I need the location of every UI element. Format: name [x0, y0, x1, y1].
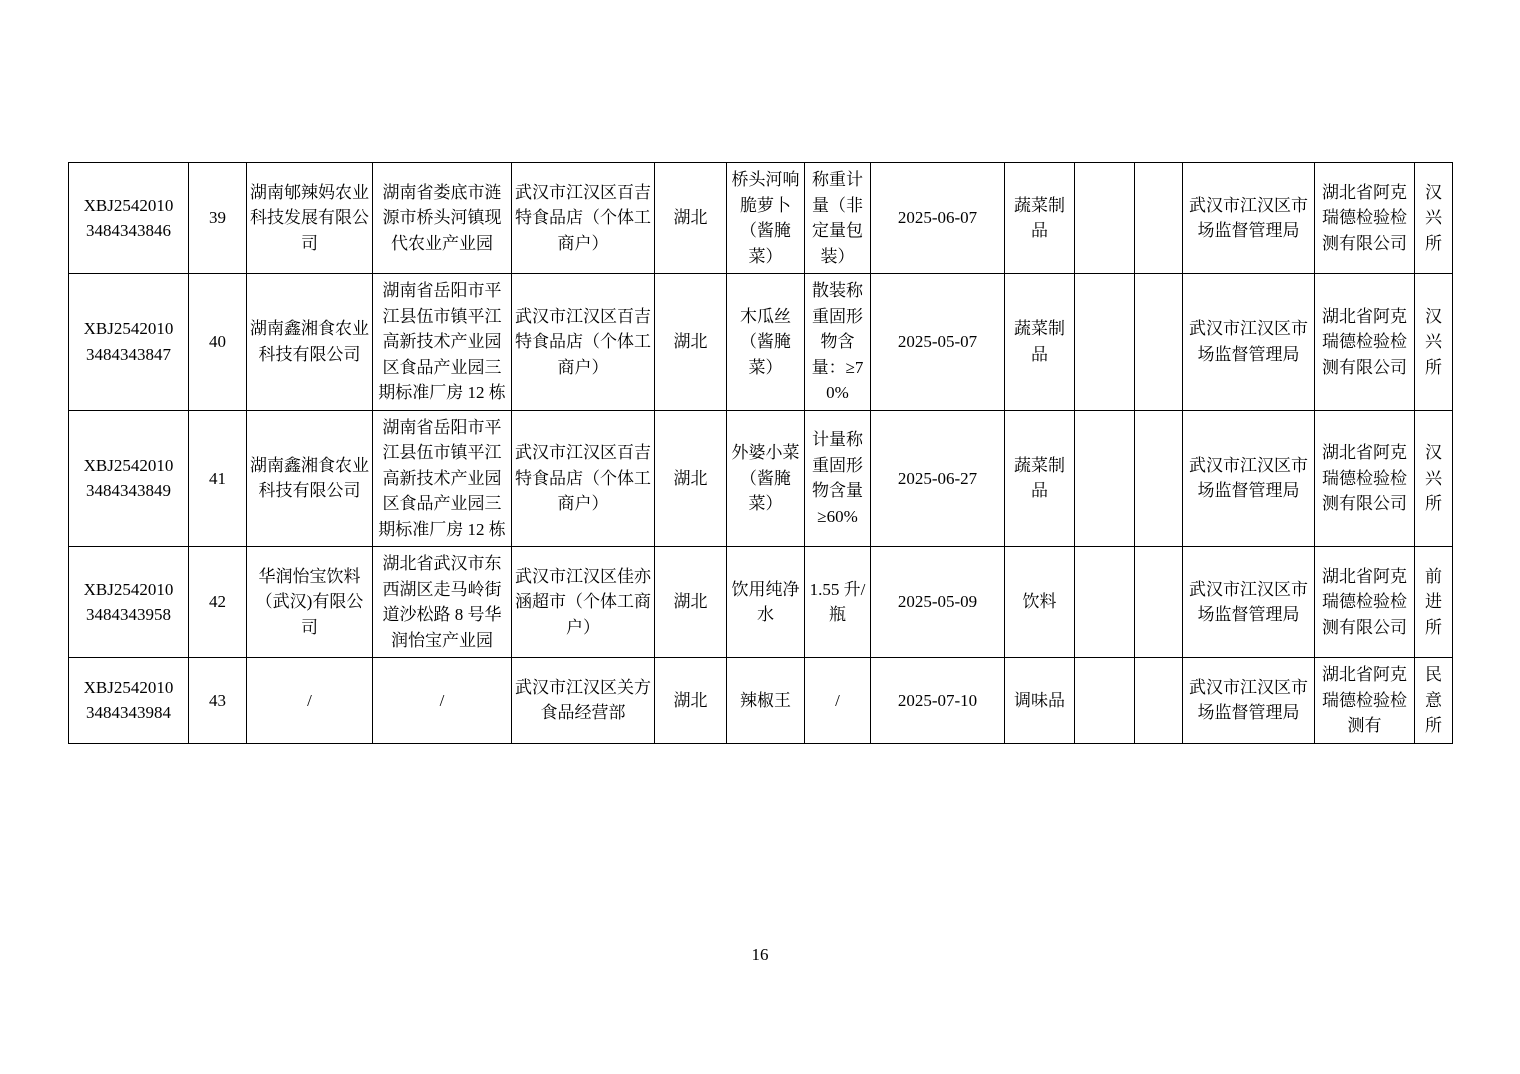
cell-spec: / — [805, 658, 871, 744]
cell-producer-address: / — [373, 658, 512, 744]
cell-product-name: 辣椒王 — [727, 658, 805, 744]
inspection-table — [68, 162, 1453, 744]
cell-category: 饮料 — [1005, 547, 1075, 658]
cell-province: 湖北 — [655, 163, 727, 274]
cell-inspection-authority: 武汉市江汉区市场监督管理局 — [1183, 547, 1315, 658]
cell-inspection-authority: 武汉市江汉区市场监督管理局 — [1183, 163, 1315, 274]
cell-production-date: 2025-05-09 — [871, 547, 1005, 658]
cell-product-name: 外婆小菜（酱腌菜） — [727, 410, 805, 547]
cell-blank2 — [1135, 163, 1183, 274]
cell-product-name: 木瓜丝（酱腌菜） — [727, 274, 805, 411]
table-row — [69, 410, 1453, 547]
cell-producer: / — [247, 658, 373, 744]
cell-blank1 — [1075, 274, 1135, 411]
page-number: 16 — [751, 945, 769, 964]
cell-inspection-agency: 湖北省阿克瑞德检验检测有限公司 — [1315, 410, 1415, 547]
cell-producer-address: 湖南省岳阳市平江县伍市镇平江高新技术产业园区食品产业园三期标准厂房 12 栋 — [373, 274, 512, 411]
cell-production-date: 2025-06-07 — [871, 163, 1005, 274]
cell-category: 蔬菜制品 — [1005, 274, 1075, 411]
table-row — [69, 658, 1453, 744]
cell-seq: 41 — [189, 410, 247, 547]
cell-blank1 — [1075, 547, 1135, 658]
cell-producer: 华润怡宝饮料（武汉)有限公司 — [247, 547, 373, 658]
cell-production-date: 2025-05-07 — [871, 274, 1005, 411]
cell-business-name: 武汉市江汉区百吉特食品店（个体工商户） — [512, 163, 655, 274]
cell-province: 湖北 — [655, 410, 727, 547]
cell-spec: 计量称重固形物含量≥60% — [805, 410, 871, 547]
cell-province: 湖北 — [655, 547, 727, 658]
cell-blank2 — [1135, 274, 1183, 411]
cell-category: 蔬菜制品 — [1005, 163, 1075, 274]
cell-seq: 40 — [189, 274, 247, 411]
cell-inspection-authority: 武汉市江汉区市场监督管理局 — [1183, 658, 1315, 744]
cell-sample-no: XBJ2542010 3484343984 — [69, 658, 189, 744]
cell-spec: 1.55 升/瓶 — [805, 547, 871, 658]
cell-inspection-agency: 湖北省阿克瑞德检验检测有限公司 — [1315, 274, 1415, 411]
cell-business-name: 武汉市江汉区百吉特食品店（个体工商户） — [512, 274, 655, 411]
cell-producer: 湖南郇辣妈农业科技发展有限公司 — [247, 163, 373, 274]
cell-production-date: 2025-07-10 — [871, 658, 1005, 744]
cell-producer: 湖南鑫湘食农业科技有限公司 — [247, 410, 373, 547]
cell-office: 前进所 — [1415, 547, 1453, 658]
cell-seq: 43 — [189, 658, 247, 744]
cell-blank2 — [1135, 547, 1183, 658]
cell-province: 湖北 — [655, 658, 727, 744]
cell-blank2 — [1135, 410, 1183, 547]
cell-inspection-agency: 湖北省阿克瑞德检验检测有 — [1315, 658, 1415, 744]
cell-production-date: 2025-06-27 — [871, 410, 1005, 547]
cell-office: 民意所 — [1415, 658, 1453, 744]
table-row — [69, 547, 1453, 658]
cell-sample-no: XBJ2542010 3484343846 — [69, 163, 189, 274]
cell-blank1 — [1075, 163, 1135, 274]
cell-business-name: 武汉市江汉区佳亦涵超市（个体工商户） — [512, 547, 655, 658]
cell-province: 湖北 — [655, 274, 727, 411]
cell-sample-no: XBJ2542010 3484343849 — [69, 410, 189, 547]
cell-seq: 39 — [189, 163, 247, 274]
cell-inspection-agency: 湖北省阿克瑞德检验检测有限公司 — [1315, 547, 1415, 658]
cell-inspection-authority: 武汉市江汉区市场监督管理局 — [1183, 274, 1315, 411]
cell-seq: 42 — [189, 547, 247, 658]
cell-office: 汉兴所 — [1415, 274, 1453, 411]
cell-producer-address: 湖南省娄底市涟源市桥头河镇现代农业产业园 — [373, 163, 512, 274]
cell-sample-no: XBJ2542010 3484343847 — [69, 274, 189, 411]
cell-producer: 湖南鑫湘食农业科技有限公司 — [247, 274, 373, 411]
inspection-table-container — [68, 162, 1452, 744]
cell-blank1 — [1075, 658, 1135, 744]
cell-inspection-authority: 武汉市江汉区市场监督管理局 — [1183, 410, 1315, 547]
cell-business-name: 武汉市江汉区关方食品经营部 — [512, 658, 655, 744]
cell-blank1 — [1075, 410, 1135, 547]
table-row — [69, 163, 1453, 274]
cell-spec: 散装称重固形物含量：≥70% — [805, 274, 871, 411]
cell-category: 调味品 — [1005, 658, 1075, 744]
cell-product-name: 饮用纯净水 — [727, 547, 805, 658]
cell-business-name: 武汉市江汉区百吉特食品店（个体工商户） — [512, 410, 655, 547]
cell-inspection-agency: 湖北省阿克瑞德检验检测有限公司 — [1315, 163, 1415, 274]
cell-office: 汉兴所 — [1415, 163, 1453, 274]
cell-blank2 — [1135, 658, 1183, 744]
cell-spec: 称重计量（非定量包装） — [805, 163, 871, 274]
cell-sample-no: XBJ2542010 3484343958 — [69, 547, 189, 658]
table-row — [69, 274, 1453, 411]
cell-producer-address: 湖南省岳阳市平江县伍市镇平江高新技术产业园区食品产业园三期标准厂房 12 栋 — [373, 410, 512, 547]
cell-product-name: 桥头河响脆萝卜（酱腌菜） — [727, 163, 805, 274]
cell-producer-address: 湖北省武汉市东西湖区走马岭街道沙松路 8 号华润怡宝产业园 — [373, 547, 512, 658]
cell-category: 蔬菜制品 — [1005, 410, 1075, 547]
cell-office: 汉兴所 — [1415, 410, 1453, 547]
